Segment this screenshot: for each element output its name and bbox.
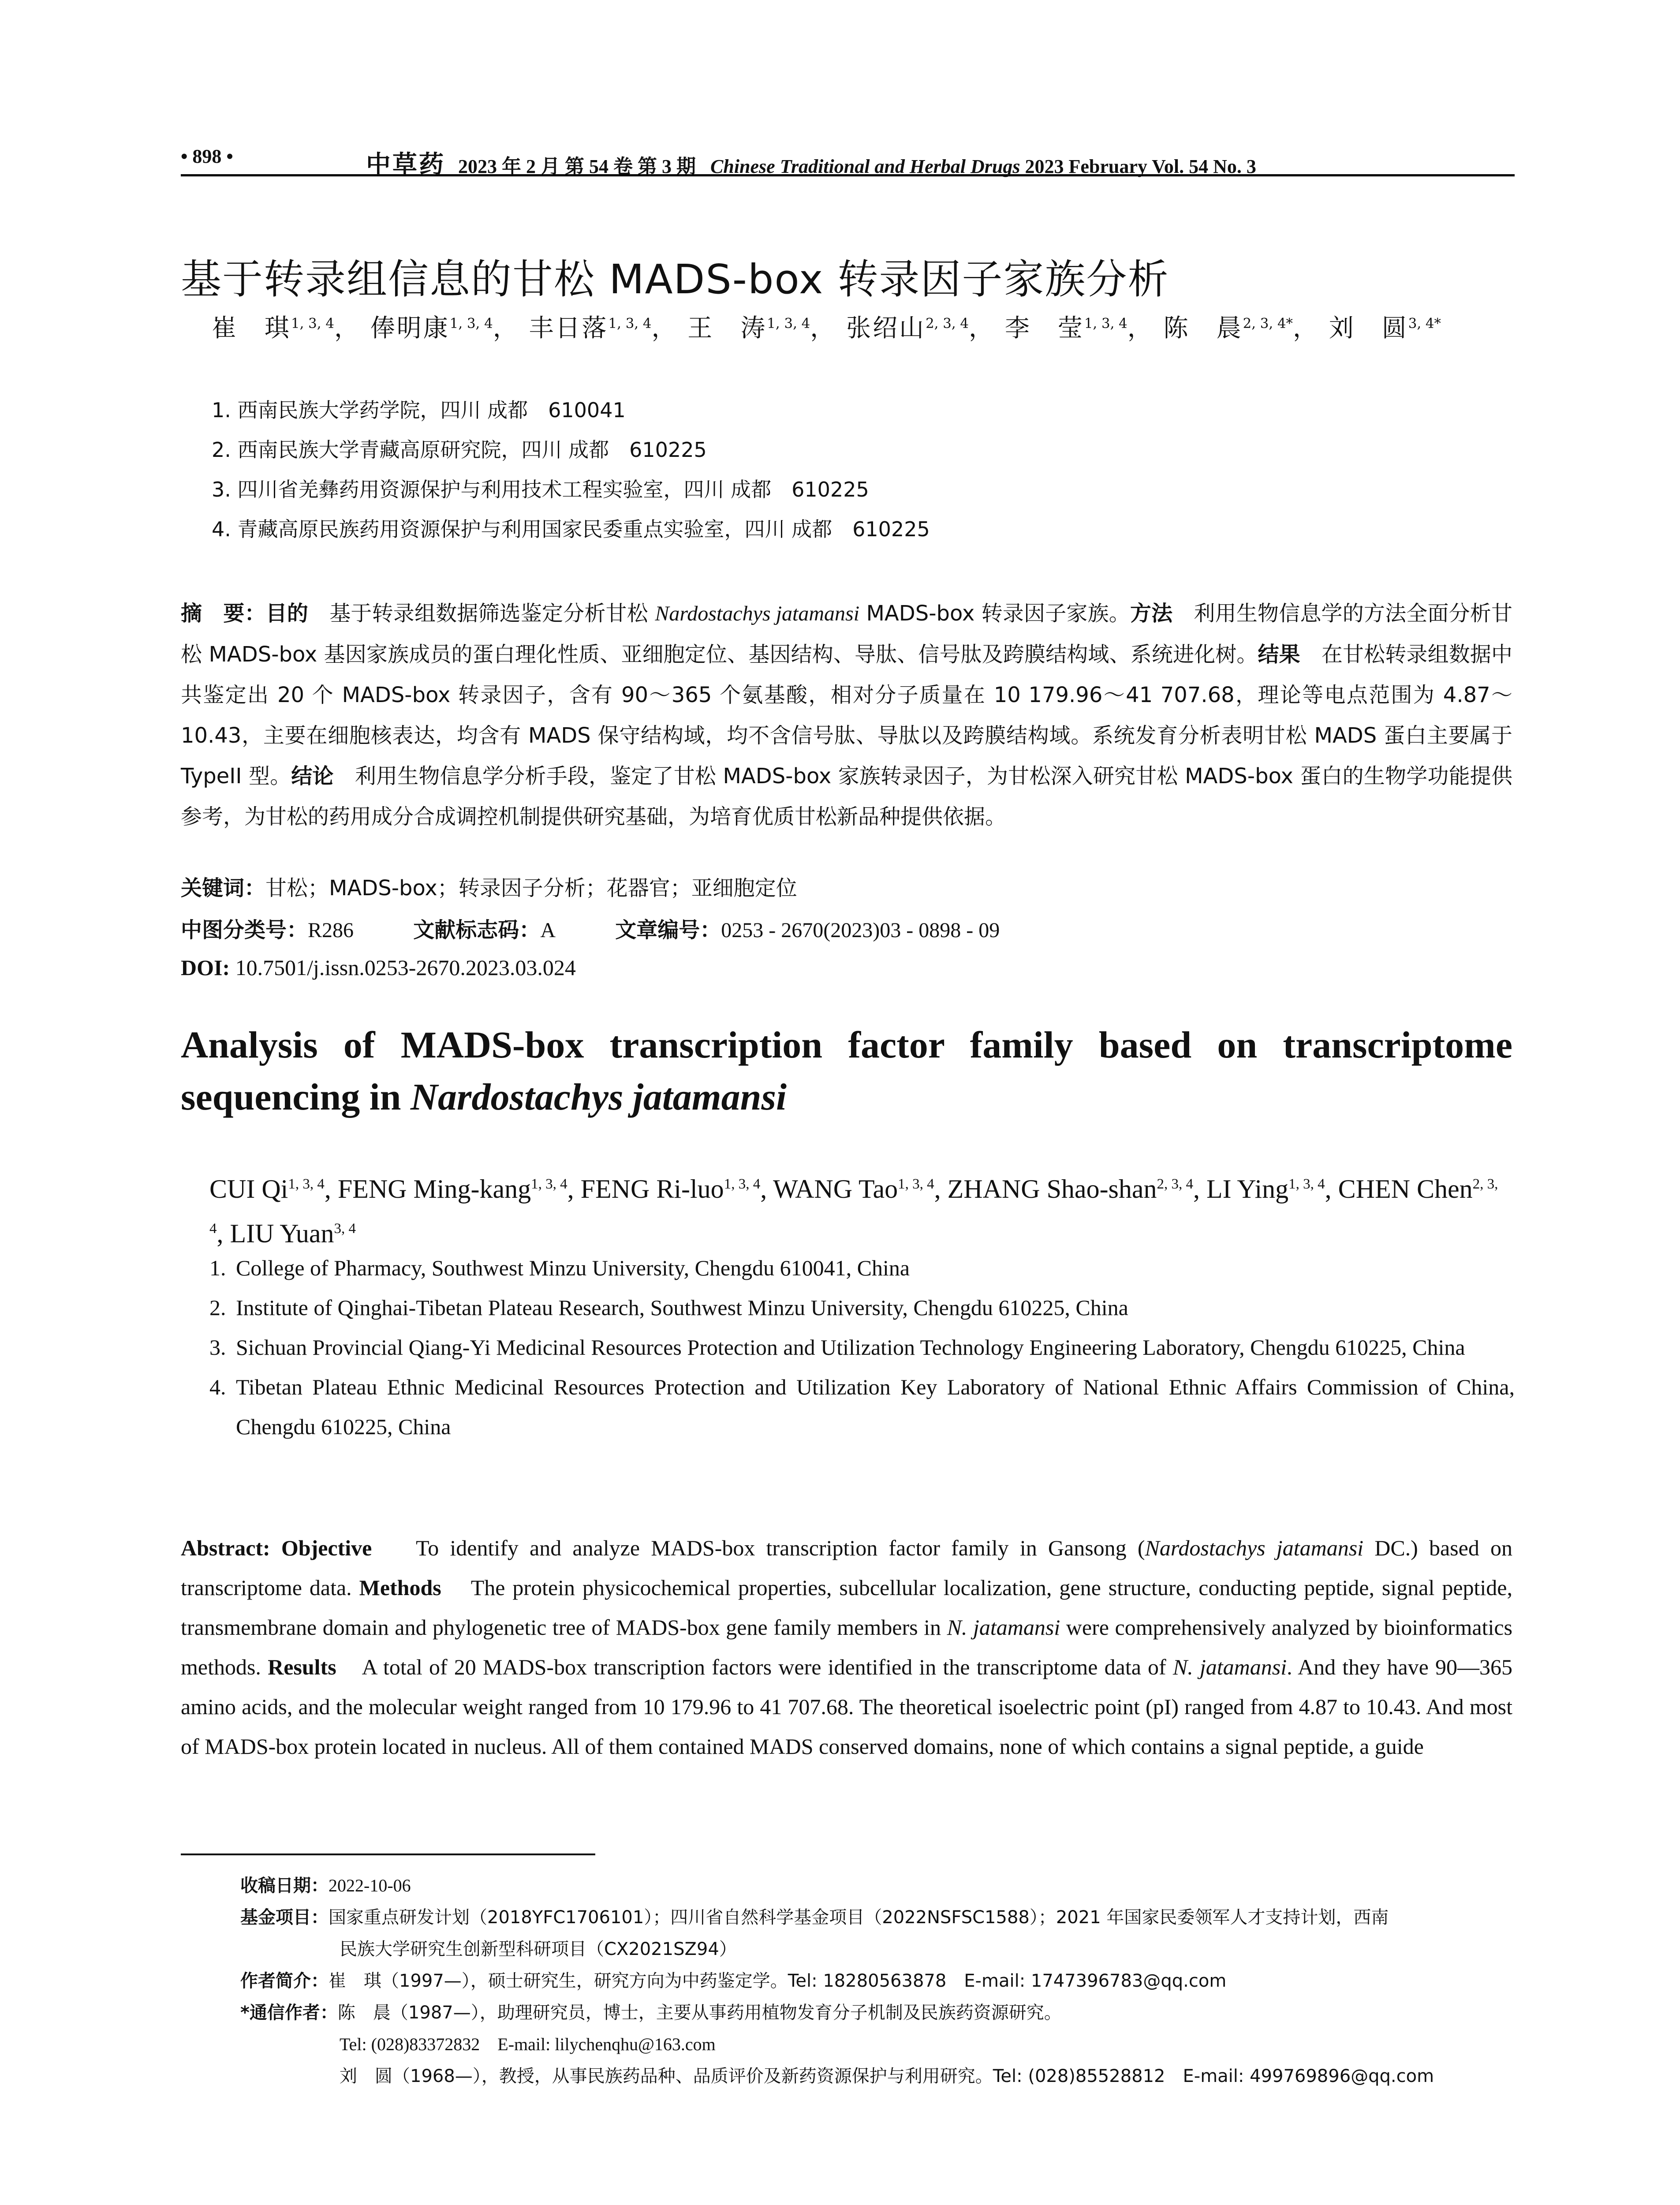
- doc-code-value: A: [540, 919, 556, 942]
- clc-value: R286: [308, 919, 354, 942]
- keywords-text: 甘松；MADS-box；转录因子分析；花器官；亚细胞定位: [265, 876, 797, 901]
- author-en: ZHANG Shao-shan: [947, 1174, 1157, 1203]
- author-affil-sup: 1, 3, 4: [898, 1176, 934, 1192]
- title-en-main: Analysis of MADS-box transcription factor family based on transcriptome sequencing in: [181, 1024, 1512, 1118]
- results-label: 结果: [1258, 642, 1300, 667]
- journal-citation: [366, 145, 1256, 180]
- author-affil-sup: 1, 3, 4: [724, 1176, 761, 1192]
- footnote-text: 崔 琪（1997—），硕士研究生，研究方向为中药鉴定学。Tel: 18280563878 E-mail: 1747396783@qq.com: [329, 1971, 1227, 1991]
- author-affil-sup: 1, 3, 4: [288, 1176, 325, 1192]
- author-en: LI Ying: [1206, 1174, 1289, 1203]
- author-cn: 李 莹: [1004, 314, 1084, 343]
- conclusion-text: 利用生物信息学分析手段，鉴定了甘松 MADS-box 家族转录因子，为甘松深入研究甘松 MADS-box 蛋白的生物学功能提供参考，为甘松的药用成分合成调控机制提供研究基础，为培育优质甘松新品种提供依据。: [181, 764, 1512, 829]
- keywords-cn: [181, 871, 797, 901]
- footnote-text: 陈 晨（1987—），助理研究员，博士，主要从事药用植物发育分子机制及民族药资源研究。: [337, 2003, 1062, 2023]
- results-text: . And they have 90—365 amino acids, and the molecular weight ranged from 10 179.96 to 41 707.68. The theoretical isoelectric point (pI) ranged from 4.87 to 10.43. And most of MADS-box protein located in nucleus. All of them contained MADS conserved domains, none of which contains a signal peptide, a guide: [181, 1655, 1513, 1759]
- doc-code-label: 文献标志码：: [413, 918, 541, 942]
- author-affil-sup: 3, 4: [334, 1221, 356, 1237]
- methods-text: 利用生物信息学的方法全面分析甘松 MADS-box 基因家族成员的蛋白理化性质、亚细胞定位、基因结构、导肽、信号肽及跨膜结构域、系统进化树。: [181, 601, 1512, 667]
- author-cn: 崔 琪: [212, 314, 291, 343]
- author-cn: 王 涛: [687, 314, 767, 343]
- title-en: [181, 1019, 1512, 1123]
- objective-label: 目的: [265, 601, 309, 626]
- affiliation-en: [209, 1288, 1515, 1327]
- abstract-cn-label: 摘 要：: [181, 601, 266, 626]
- footnote-fund: [240, 1902, 1515, 1933]
- keywords-label: 关键词：: [181, 876, 266, 901]
- doi-value: 10.7501/j.issn.0253-2670.2023.03.024: [235, 955, 576, 980]
- doi-label: DOI:: [181, 955, 230, 980]
- results-label: Results: [268, 1655, 336, 1679]
- author-affil-sup: 2, 3, 4: [926, 315, 969, 332]
- authors-en: CUI Qi$^{1, 3, 4}$, FENG Ming-kang$^{1, 3, 4}$, FENG Ri-luo$^{1, 3, 4}$, WANG Tao$^{1, 3, 4}$, ZHANG Shao-shan$^{2, 3, 4}$, LI Ying$^{1, 3, 4}$, CHEN Chen$^{2, 3, 4}$, LIU Yuan$^{3, 4}$: [209, 1174, 1498, 1248]
- author-cn: 俸明康: [370, 314, 450, 343]
- affiliation-number: 3.: [209, 1335, 226, 1360]
- author-cn: 刘 圆: [1329, 314, 1408, 343]
- running-header: [181, 143, 1515, 179]
- footnote-fund-continued: 民族大学研究生创新型科研项目（CX2021SZ94）: [340, 1939, 737, 1959]
- affiliation-text: College of Pharmacy, Southwest Minzu University, Chengdu 610041, China: [236, 1256, 910, 1280]
- footnote-label: 收稿日期：: [240, 1876, 329, 1896]
- author-cn: 陈 晨: [1163, 314, 1243, 343]
- article-no-value: 0253 - 2670(2023)03 - 0898 - 09: [721, 919, 1000, 942]
- results-text: A total of 20 MADS-box transcription factors were identified in the transcriptome data of: [362, 1655, 1173, 1679]
- author-affil-sup: 2, 3, 4: [209, 1176, 1498, 1237]
- species-name: N. jatamansi: [947, 1615, 1060, 1640]
- species-name: N. jatamansi: [1172, 1655, 1287, 1679]
- affiliation-cn: 4. 青藏高原民族药用资源保护与利用国家民委重点实验室，四川 成都 610225: [212, 517, 930, 541]
- footnotes: [240, 1870, 1515, 2092]
- affiliation-text: Institute of Qinghai-Tibetan Plateau Research, Southwest Minzu University, Chengdu 610225, China: [236, 1295, 1128, 1320]
- affiliation-text: Tibetan Plateau Ethnic Medicinal Resources Protection and Utilization Key Laboratory of National Ethnic Affairs Commission of China, Chengdu 610225, China: [236, 1375, 1515, 1439]
- affiliation-en: [209, 1248, 1515, 1288]
- species-name: Nardostachys jatamansi: [655, 602, 860, 625]
- author-affil-sup: 1, 3, 4: [449, 315, 493, 332]
- conclusion-label: 结论: [291, 764, 334, 789]
- author-en: CHEN Chen: [1338, 1174, 1473, 1203]
- objective-text: DC.) based on transcriptome data.: [181, 1536, 1513, 1600]
- author-affil-sup: 1, 3, 4: [767, 315, 810, 332]
- objective-text: To identify and analyze MADS-box transcription factor family in Gansong (: [416, 1536, 1145, 1560]
- affiliations-cn: [212, 390, 930, 549]
- author-affil-sup: 2, 3, 4*: [1243, 315, 1293, 332]
- affiliation-text: Sichuan Provincial Qiang-Yi Medicinal Resources Protection and Utilization Technology Engineering Laboratory, Chengdu 610225, China: [236, 1335, 1465, 1360]
- author-cn: 丰日落: [529, 314, 609, 343]
- footnote-corresponding: [240, 1997, 1515, 2029]
- author-en: FENG Ming-kang: [337, 1174, 531, 1203]
- author-affil-sup: 2, 3, 4: [1157, 1176, 1194, 1192]
- clc-label: 中图分类号：: [181, 918, 308, 942]
- objective-text: 基于转录组数据筛选鉴定分析甘松: [329, 601, 655, 626]
- classification-line: [181, 913, 1053, 943]
- footnote-divider: [181, 1854, 595, 1855]
- article-no-label: 文章编号：: [615, 918, 721, 942]
- title-cn: 基于转录组信息的甘松 MADS-box 转录因子家族分析: [181, 256, 1169, 303]
- issue-cn: 2023 年 2 月 第 54 卷 第 3 期: [458, 156, 696, 177]
- methods-text: were comprehensively analyzed by bioinformatics methods.: [181, 1615, 1512, 1679]
- author-en: LIU Yuan: [230, 1219, 334, 1248]
- journal-name-en: Chinese Traditional and Herbal Drugs: [710, 156, 1020, 177]
- footnote-text: 国家重点研发计划（2018YFC1706101）；四川省自然科学基金项目（2022NSFSC1588）；2021 年国家民委领军人才支持计划，西南: [329, 1907, 1389, 1928]
- author-en: CUI Qi: [209, 1174, 288, 1203]
- author-affil-sup: 1, 3, 4: [291, 315, 334, 332]
- title-en-species: Nardostachys jatamansi: [410, 1076, 787, 1118]
- author-en: WANG Tao: [773, 1174, 898, 1203]
- affiliation-cn: 3. 四川省羌彝药用资源保护与利用技术工程实验室，四川 成都 610225: [212, 478, 869, 501]
- author-affil-sup: 3, 4*: [1408, 315, 1441, 332]
- author-affil-sup: 1, 3, 4: [1084, 315, 1127, 332]
- affiliation-number: 1.: [209, 1256, 226, 1280]
- results-text: 在甘松转录组数据中共鉴定出 20 个 MADS-box 转录因子，含有 90～365 个氨基酸，相对分子质量在 10 179.96～41 707.68，理论等电点范围为 4.87～10.43，主要在细胞核表达，均含有 MADS 保守结构域，均不含信号肽、导肽以及跨膜结构域。系统发育分析表明甘松 MADS 蛋白主要属于 TypeII 型。: [181, 642, 1512, 789]
- abstract-en-label: Abstract: Objective: [181, 1536, 372, 1560]
- affiliation-en: [209, 1327, 1515, 1367]
- affiliation-number: 2.: [209, 1295, 226, 1320]
- author-en: FENG Ri-luo: [580, 1174, 724, 1203]
- abstract-en: [181, 1528, 1512, 1766]
- footnote-text: 2022-10-06: [329, 1876, 411, 1895]
- methods-label: 方法: [1130, 601, 1173, 626]
- author-affil-sup: 1, 3, 4: [608, 315, 652, 332]
- journal-name-cn: 中草药: [366, 151, 445, 179]
- objective-text: MADS-box 转录因子家族。: [859, 601, 1130, 626]
- abstract-cn: [181, 593, 1512, 837]
- author-affil-sup: 1, 3, 4: [1288, 1176, 1325, 1192]
- footnote-corresponding-2: 刘 圆（1968—），教授，从事民族药品种、品质评价及新药资源保护与利用研究。Tel: (028)85528812 E-mail: 499769896@qq.com: [340, 2066, 1434, 2086]
- affiliation-cn: 1. 西南民族大学药学院，四川 成都 610041: [212, 398, 626, 422]
- doi: [181, 955, 576, 980]
- species-name: Nardostachys jatamansi: [1145, 1536, 1364, 1560]
- footnote-author: [240, 1965, 1515, 1997]
- author-cn: 张绍山: [846, 314, 926, 343]
- affiliation-cn: 2. 西南民族大学青藏高原研究院，四川 成都 610225: [212, 438, 707, 462]
- methods-text: The protein physicochemical properties, subcellular localization, gene structure, conducting peptide, signal peptide, transmembrane domain and phylogenetic tree of MADS-box gene family members in: [181, 1575, 1512, 1640]
- footnote-received: [240, 1870, 1515, 1902]
- author-affil-sup: 1, 3, 4: [531, 1176, 567, 1192]
- footnote-label: *通信作者：: [240, 2003, 338, 2023]
- affiliation-number: 4.: [209, 1375, 226, 1399]
- page-number: • 898 •: [181, 146, 233, 167]
- issue-en: 2023 February Vol. 54 No. 3: [1025, 156, 1256, 177]
- footnote-label: 作者简介：: [240, 1971, 329, 1991]
- affiliations-en: [209, 1248, 1515, 1446]
- footnote-label: 基金项目：: [240, 1907, 329, 1928]
- methods-label: Methods: [359, 1575, 441, 1600]
- affiliation-en: [209, 1367, 1515, 1446]
- footnote-contact: Tel: (028)83372832 E-mail: lilychenqhu@163.com: [340, 2034, 716, 2054]
- authors-cn: 崔 琪$^{1, 3, 4}$， 俸明康$^{1, 3, 4}$， 丰日落$^{1, 3, 4}$， 王 涛$^{1, 3, 4}$， 张绍山$^{2, 3, 4}$， 李 莹$^{1, 3, 4}$， 陈 晨$^{2, 3, 4*}$， 刘 圆$^{3, 4*}$: [212, 314, 1441, 343]
